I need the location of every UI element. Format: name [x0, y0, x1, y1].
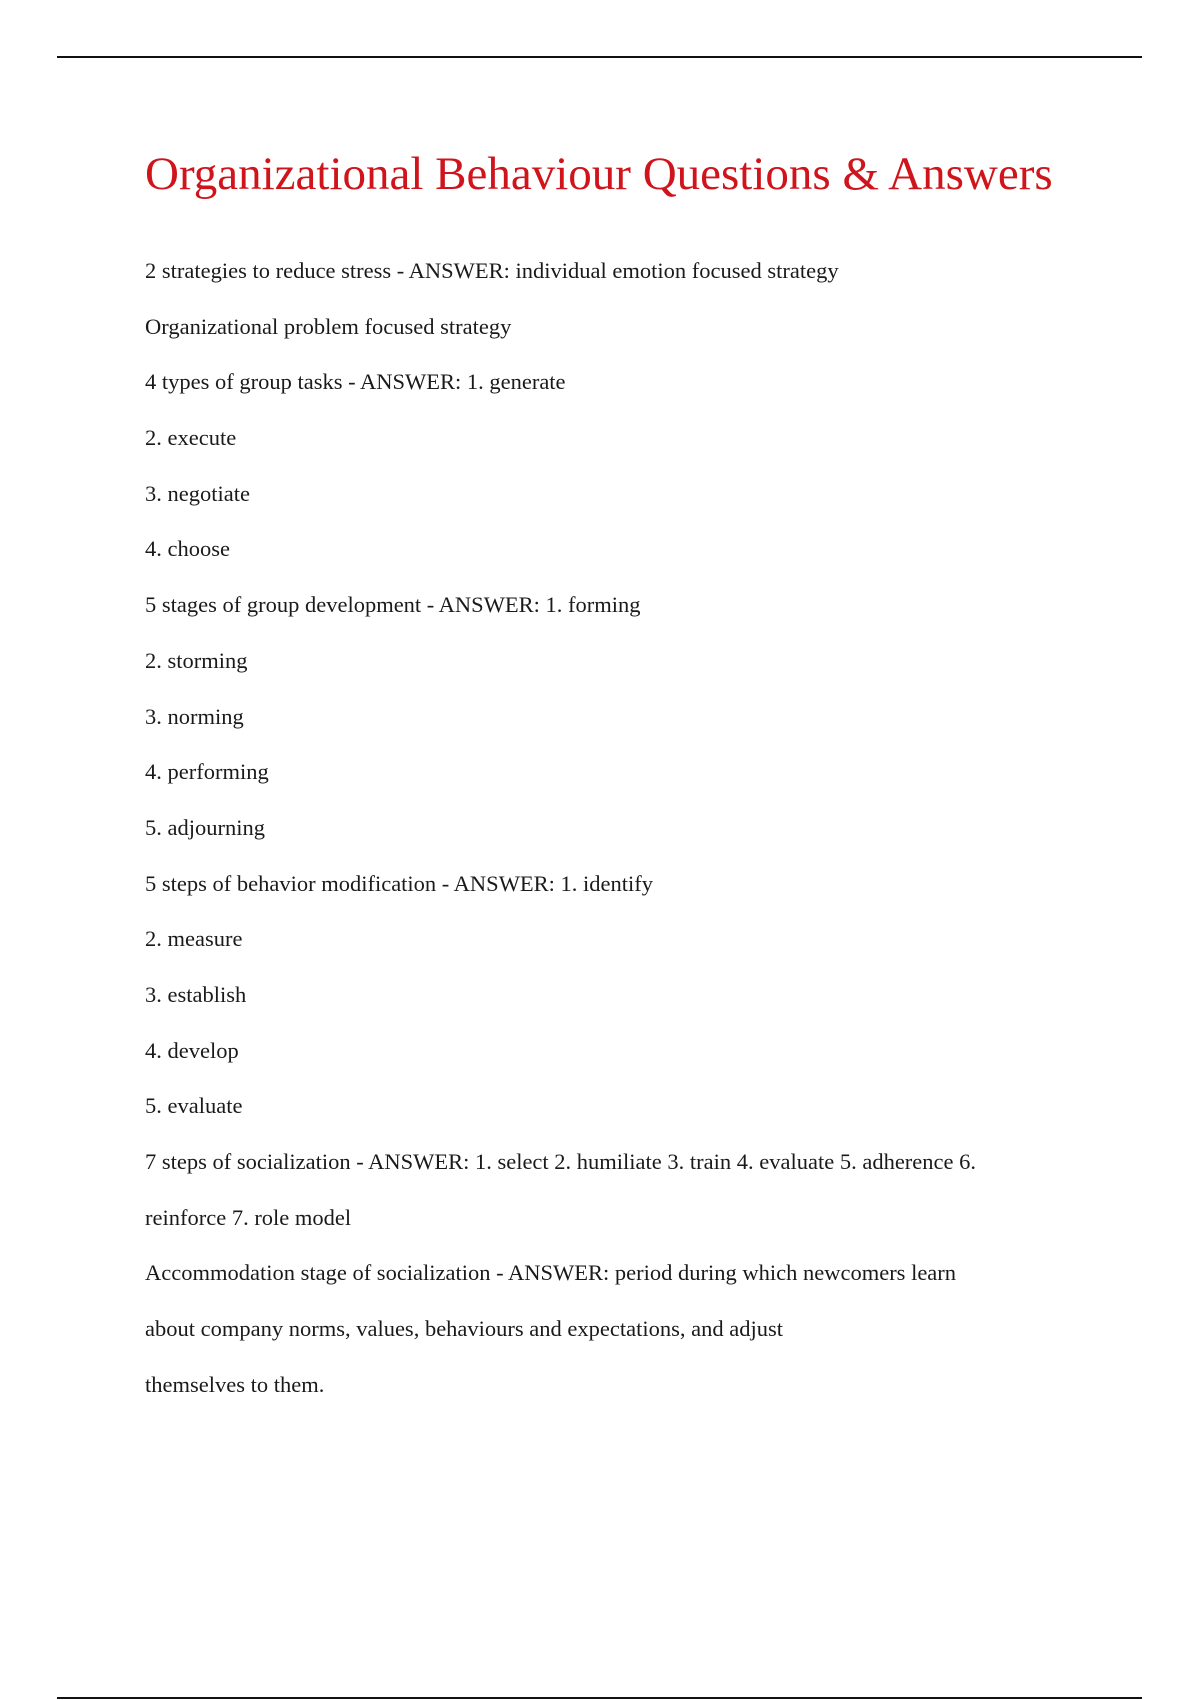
- text-line: reinforce 7. role model: [145, 1204, 352, 1230]
- text-line: 2. storming: [145, 647, 248, 673]
- text-line: 7 steps of socialization - ANSWER: 1. select 2. humiliate 3. train 4. evaluate 5. adherence 6.: [145, 1149, 977, 1174]
- text-line: 4. choose: [145, 536, 230, 562]
- text-line: 4. develop: [145, 1037, 239, 1063]
- footer-rule: [57, 1697, 1142, 1699]
- document-body: [145, 256, 1075, 1425]
- text-line: 4 types of group tasks - ANSWER: 1. generate: [145, 369, 566, 395]
- header-rule: [57, 56, 1142, 58]
- text-line: 2. measure: [145, 926, 243, 952]
- text-line: 3. negotiate: [145, 480, 250, 506]
- text-line: Accommodation stage of socialization - ANSWER: period during which newcomers learn: [145, 1260, 957, 1286]
- text-line: 2. execute: [145, 425, 237, 451]
- text-line: about company norms, values, behaviours and expectations, and adjust: [145, 1316, 783, 1342]
- text-line: 3. norming: [145, 703, 244, 729]
- text-line: themselves to them.: [145, 1371, 325, 1397]
- text-line: 4. performing: [145, 759, 269, 785]
- text-line: 5 steps of behavior modification - ANSWER: 1. identify: [145, 870, 654, 896]
- document-title: Organizational Behaviour Questions & Answers: [145, 148, 1053, 200]
- text-line: 2 strategies to reduce stress - ANSWER: individual emotion focused strategy: [145, 258, 839, 283]
- text-line: 5 stages of group development - ANSWER: 1. forming: [145, 592, 641, 618]
- text-line: 5. adjourning: [145, 814, 265, 840]
- text-line: 3. establish: [145, 981, 247, 1007]
- text-line: 5. evaluate: [145, 1093, 243, 1119]
- text-line: Organizational problem focused strategy: [145, 313, 512, 339]
